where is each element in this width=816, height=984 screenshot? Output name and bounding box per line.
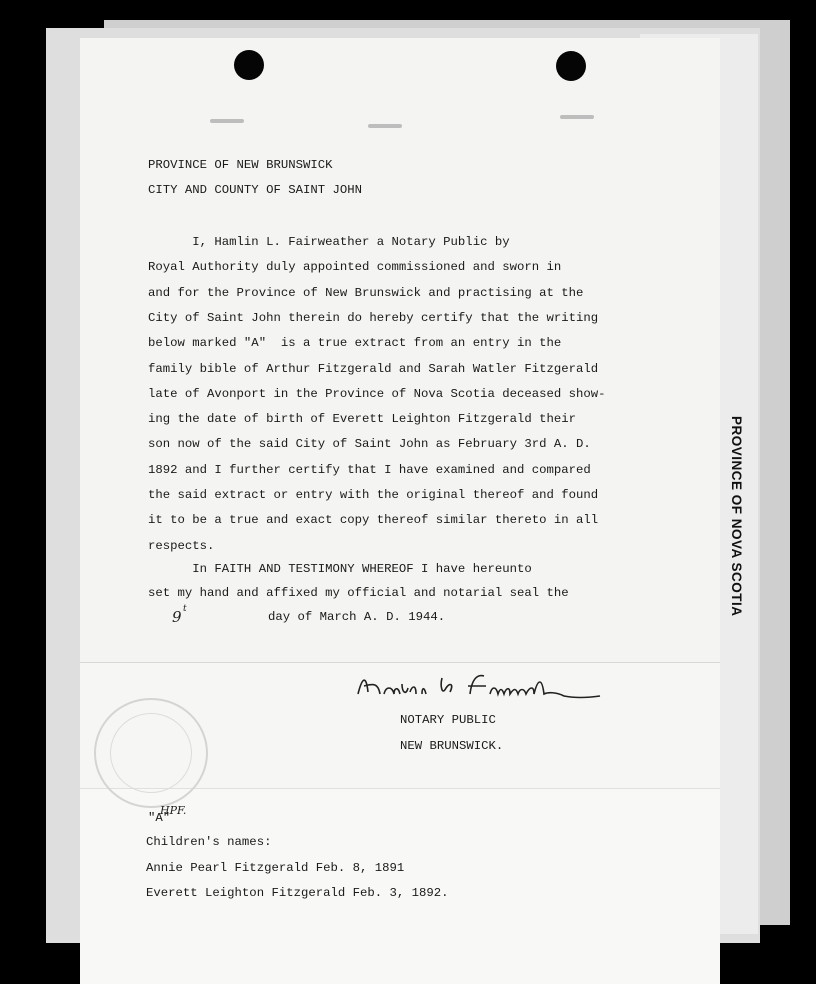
certificate-line: 1892 and I further certify that I have examined and compared — [148, 462, 591, 477]
extract-entry: Annie Pearl Fitzgerald Feb. 8, 1891 — [146, 861, 405, 875]
extract-entry: Everett Leighton Fitzgerald Feb. 3, 1892. — [146, 886, 449, 900]
date-line: day of March A. D. 1944. — [268, 610, 446, 624]
certificate-line: Royal Authority duly appointed commissioned and sworn in — [148, 260, 562, 275]
header-province: PROVINCE OF NEW BRUNSWICK — [148, 158, 333, 172]
staple-mark — [368, 124, 402, 128]
certificate-line: family bible of Arthur Fitzgerald and Sarah Watler Fitzgerald — [148, 361, 599, 376]
notary-title: NOTARY PUBLIC — [400, 713, 496, 727]
certificate-line: respects. — [148, 538, 215, 553]
certificate-line: and for the Province of New Brunswick and practising at the — [148, 285, 584, 300]
staple-mark — [560, 115, 594, 119]
province-stamp: PROVINCE OF NOVA SCOTIA — [729, 416, 744, 617]
certificate-line: below marked "A" is a true extract from an entry in the — [148, 336, 562, 351]
header-city-county: CITY AND COUNTY OF SAINT JOHN — [148, 183, 363, 197]
staple-mark — [210, 119, 244, 123]
handwritten-initials: HPF. — [160, 804, 187, 817]
certificate-line: late of Avonport in the Province of Nova Scotia deceased show- — [148, 386, 606, 401]
certificate-line: it to be a true and exact copy thereof similar thereto in all — [148, 513, 599, 528]
certificate-line: the said extract or entry with the original thereof and found — [148, 488, 599, 502]
punch-hole-right — [556, 51, 586, 81]
handwritten-day: 9 — [172, 608, 182, 626]
certificate-line: son now of the said City of Saint John as February 3rd A. D. — [148, 437, 591, 452]
notary-jurisdiction: NEW BRUNSWICK. — [400, 739, 504, 753]
certificate-line: set my hand and affixed my official and notarial seal the — [148, 586, 569, 600]
extract-heading: Children's names: — [146, 835, 272, 849]
certificate-line: I, Hamlin L. Fairweather a Notary Public by — [148, 235, 510, 249]
certificate-line: City of Saint John therein do hereby certify that the writing — [148, 310, 599, 325]
notary-signature — [350, 664, 610, 710]
handwritten-day-suffix: t — [183, 604, 187, 614]
extract-mark: "A" — [148, 811, 171, 825]
notarial-seal-embossing — [94, 698, 208, 808]
punch-hole-left — [234, 50, 264, 80]
certificate-line: ing the date of birth of Everett Leighton Fitzgerald their — [148, 412, 577, 427]
certificate-line: In FAITH AND TESTIMONY WHEREOF I have hereunto — [148, 562, 532, 576]
